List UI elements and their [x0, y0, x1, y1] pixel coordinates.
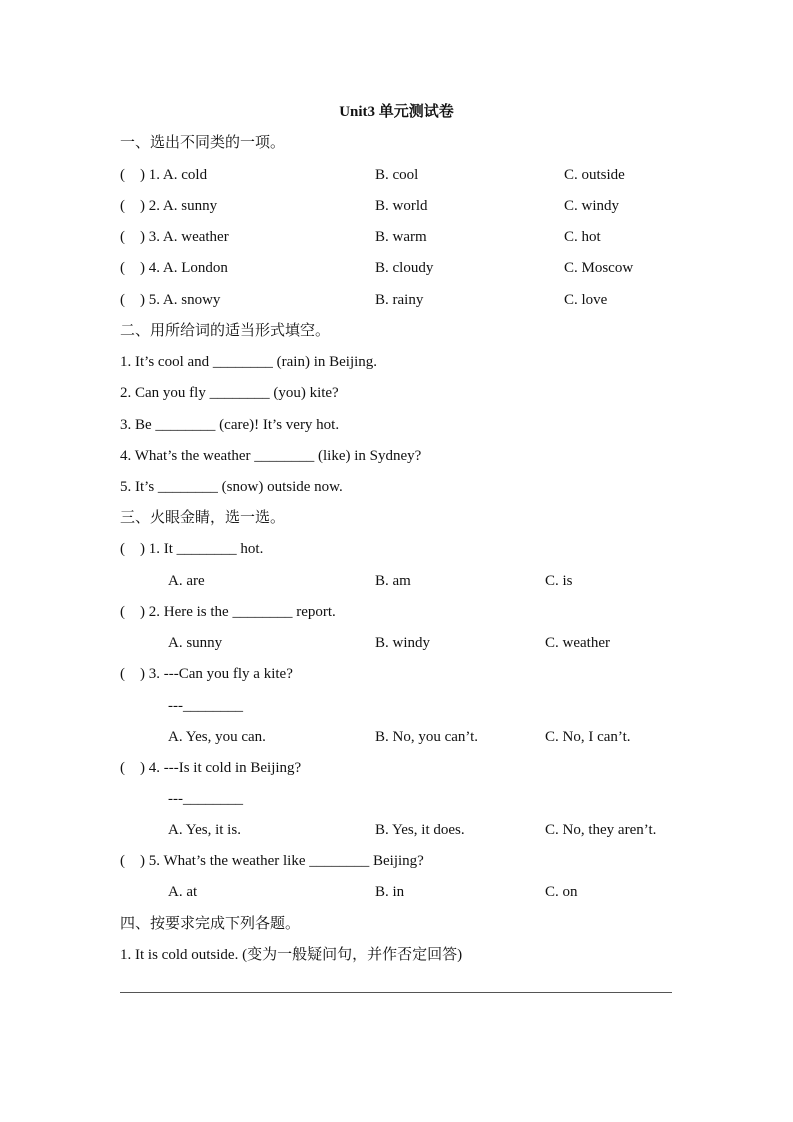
s4-item-1: 1. It is cold outside. (变为一般疑问句，并作否定回答) — [120, 947, 463, 963]
s3-q2-stem: ( ) 2. Here is the ________ report. — [120, 604, 336, 620]
page-title: Unit3 单元测试卷 — [339, 104, 454, 120]
section-1-heading: 一、选出不同类的一项。 — [120, 135, 286, 151]
s3-q4-option-a: A. Yes, it is. — [168, 822, 241, 838]
s3-q5-option-b: B. in — [375, 884, 405, 900]
s3-q3-option-b: B. No, you can’t. — [375, 729, 479, 745]
s1-q1-stem: ( ) 1. A. cold — [120, 167, 208, 183]
s1-q4-option-c: C. Moscow — [564, 260, 634, 276]
s1-q1-option-b: B. cool — [375, 167, 419, 183]
s3-q3-stem: ( ) 3. ---Can you fly a kite? — [120, 666, 293, 682]
s3-q3-answer-blank: ---________ — [168, 698, 243, 714]
section-3-heading: 三、火眼金睛，选一选。 — [120, 510, 286, 526]
s3-q1-stem: ( ) 1. It ________ hot. — [120, 541, 264, 557]
s2-item-3: 3. Be ________ (care)! It’s very hot. — [120, 417, 340, 433]
s1-q1-option-c: C. outside — [564, 167, 625, 183]
s1-q2-option-c: C. windy — [564, 198, 620, 214]
s1-q2-option-b: B. world — [375, 198, 428, 214]
s3-q4-stem: ( ) 4. ---Is it cold in Beijing? — [120, 760, 302, 776]
s1-q4-stem: ( ) 4. A. London — [120, 260, 228, 276]
s3-q2-option-a: A. sunny — [168, 635, 223, 651]
s2-item-1: 1. It’s cool and ________ (rain) in Beijing. — [120, 354, 378, 370]
s2-item-5: 5. It’s ________ (snow) outside now. — [120, 479, 343, 495]
s1-q3-stem: ( ) 3. A. weather — [120, 229, 229, 245]
s1-q3-option-b: B. warm — [375, 229, 427, 245]
s1-q5-option-c: C. love — [564, 292, 608, 308]
s1-q2-stem: ( ) 2. A. sunny — [120, 198, 218, 214]
s3-q5-option-a: A. at — [168, 884, 198, 900]
s3-q3-option-c: C. No, I can’t. — [545, 729, 631, 745]
s2-item-2: 2. Can you fly ________ (you) kite? — [120, 385, 339, 401]
s2-item-4: 4. What’s the weather ________ (like) in Sydney? — [120, 448, 422, 464]
s1-q5-stem: ( ) 5. A. snowy — [120, 292, 221, 308]
s3-q5-option-c: C. on — [545, 884, 578, 900]
s1-q3-option-c: C. hot — [564, 229, 601, 245]
s3-q2-option-c: C. weather — [545, 635, 610, 651]
s3-q4-answer-blank: ---________ — [168, 791, 243, 807]
answer-line — [120, 992, 672, 993]
s1-q5-option-b: B. rainy — [375, 292, 424, 308]
s1-q4-option-b: B. cloudy — [375, 260, 434, 276]
s3-q1-option-c: C. is — [545, 573, 573, 589]
s3-q4-option-b: B. Yes, it does. — [375, 822, 465, 838]
s3-q2-option-b: B. windy — [375, 635, 431, 651]
section-2-heading: 二、用所给词的适当形式填空。 — [120, 323, 331, 339]
s3-q4-option-c: C. No, they aren’t. — [545, 822, 657, 838]
s3-q1-option-a: A. are — [168, 573, 205, 589]
s3-q5-stem: ( ) 5. What’s the weather like ________ Beijing? — [120, 853, 424, 869]
s3-q3-option-a: A. Yes, you can. — [168, 729, 266, 745]
section-4-heading: 四、按要求完成下列各题。 — [120, 916, 301, 932]
s3-q1-option-b: B. am — [375, 573, 411, 589]
